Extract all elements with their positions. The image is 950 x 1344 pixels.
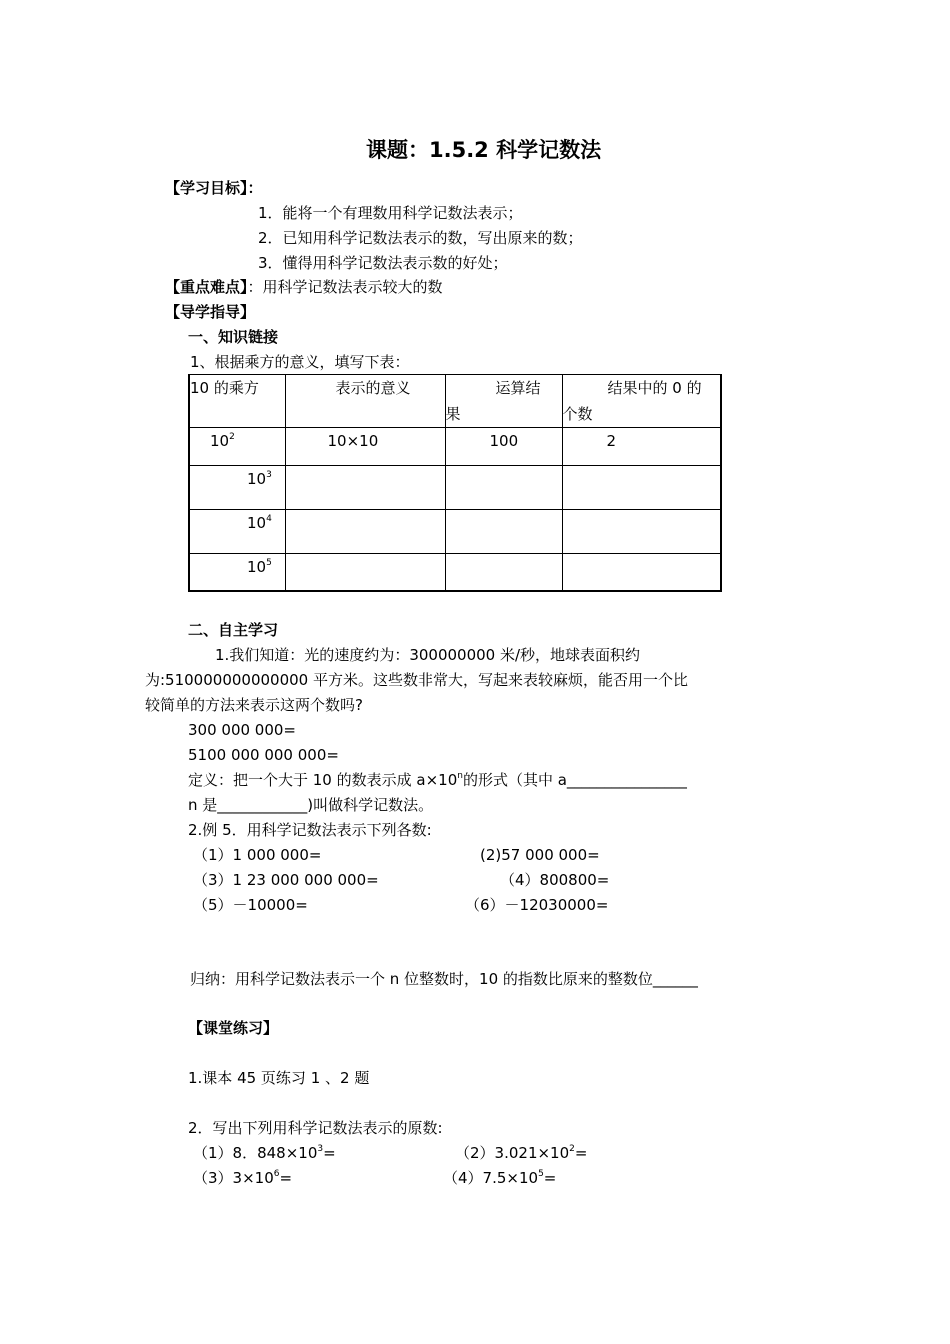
objectives-label: 【学习目标】： bbox=[165, 179, 263, 197]
summary-text: 归纳：用科学记数法表示一个 n 位整数时，10 的指数比原来的整数位______ bbox=[190, 970, 698, 988]
practice-item: （1）8．$848\times 10^3=$ bbox=[193, 1144, 336, 1162]
objective-1: 1．能将一个有理数用科学记数法表示； bbox=[258, 204, 523, 222]
power-cell: $10^4$ bbox=[247, 514, 272, 532]
powers-table bbox=[188, 374, 722, 592]
section1-question: 1、根据乘方的意义，填写下表： bbox=[190, 353, 410, 371]
example-item: （3）1 23 000 000 000= bbox=[193, 871, 379, 889]
key-points bbox=[165, 280, 443, 295]
table-row bbox=[189, 554, 721, 591]
header-power: 10 的乘方 bbox=[189, 375, 285, 428]
practice-heading: 【课堂练习】 bbox=[188, 1019, 279, 1037]
example-item: (2)57 000 000= bbox=[480, 846, 600, 864]
objective-2: 2．已知用科学记数法表示的数，写出原来的数； bbox=[258, 229, 583, 247]
header-result: 运算结 果 bbox=[445, 375, 562, 428]
power-cell: $10^5$ bbox=[247, 558, 272, 576]
practice-item: $(3)3\times 10^6=$ bbox=[193, 1169, 293, 1187]
table-row bbox=[189, 466, 721, 510]
result-cell: 100 bbox=[489, 432, 519, 450]
example-title: 2.例 5．用科学记数法表示下列各数: bbox=[188, 821, 432, 839]
power-cell: $10^3$ bbox=[247, 470, 272, 488]
equation-earth-area: 5100 000 000 000= bbox=[188, 746, 339, 764]
example-item: （1）1 000 000= bbox=[193, 846, 322, 864]
equation-light-speed: 300 000 000= bbox=[188, 721, 296, 739]
practice-item: $(2)3.021\times 10^2=$ bbox=[455, 1144, 588, 1162]
example-item: （4）800800= bbox=[500, 871, 610, 889]
section1-heading: 一、知识链接 bbox=[188, 328, 279, 346]
example-item: （5）－10000= bbox=[193, 896, 308, 914]
section2-para-line3: 较简单的方法来表示这两个数吗? bbox=[145, 696, 363, 714]
table-header-row bbox=[189, 375, 721, 428]
section2-para-line2: 为:510000000000000 平方米。这些数非常大，写起来表较麻烦，能否用一个比 bbox=[145, 671, 688, 689]
objective-3: 3．懂得用科学记数法表示数的好处； bbox=[258, 254, 508, 272]
section2-para-line1: 1.我们知道：光的速度约为：300000000 米/秒，地球表面积约 bbox=[215, 646, 641, 664]
practice-q1: 1.课本 45 页练习 1 、2 题 bbox=[188, 1069, 370, 1087]
header-meaning: 表示的意义 bbox=[285, 375, 445, 428]
page-title: 课题：1.5.2 科学记数法 bbox=[366, 138, 602, 162]
section2-heading: 二、自主学习 bbox=[188, 621, 279, 639]
key-label: 【重点难点】 bbox=[165, 278, 248, 296]
example-item: （6）－12030000= bbox=[465, 896, 609, 914]
practice-item: $(4)7.5\times 10^5=$ bbox=[443, 1169, 557, 1187]
key-text: ：用科学记数法表示较大的数 bbox=[247, 278, 443, 296]
meaning-cell: 10×10 bbox=[327, 432, 379, 450]
practice-q2: 2．写出下列用科学记数法表示的原数: bbox=[188, 1119, 443, 1137]
definition-line2: n 是____________)叫做科学记数法。 bbox=[188, 796, 434, 814]
definition-line1: 定义：把一个大于 10 的数表示成 $a\times 10^n$的形式（其中 a________________ bbox=[188, 771, 687, 789]
guide-label: 【导学指导】 bbox=[165, 303, 256, 321]
header-zero-count: 结果中的 0 的 个数 bbox=[562, 375, 721, 428]
zeros-cell: 2 bbox=[606, 432, 617, 450]
table-row bbox=[189, 428, 721, 466]
table-row bbox=[189, 510, 721, 554]
power-cell: $10^2$ bbox=[210, 432, 235, 450]
